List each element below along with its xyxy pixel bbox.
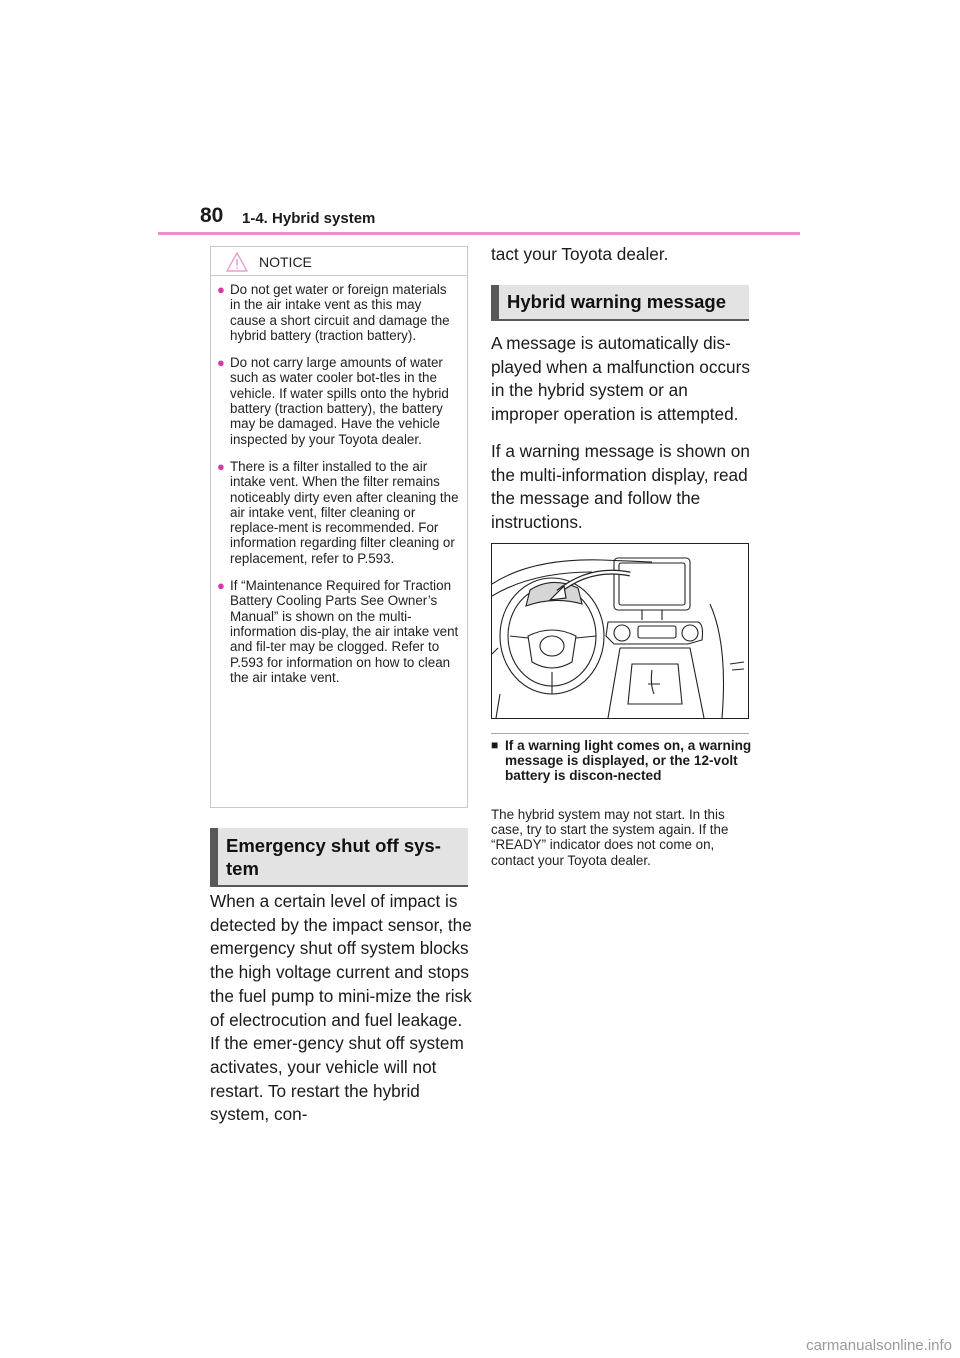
square-marker-icon: ■ <box>491 738 499 752</box>
emergency-heading: Emergency shut off sys-tem <box>210 828 468 885</box>
bullet-icon: ● <box>217 355 225 371</box>
figure-rule <box>491 733 749 734</box>
page-number: 80 <box>200 204 224 227</box>
notice-header <box>211 247 467 276</box>
emergency-text: When a certain level of impact is detected by the impact sensor, the emergency shut off system blocks the high voltage current and stops the fuel pump to mini-mize the risk of electrocution and fuel leakage. If the emer-gency shut off system activates, your vehicle will not restart. To restart the hybrid system, con- <box>210 891 472 1125</box>
emergency-text-continued: tact your Toyota dealer. <box>491 244 669 264</box>
notice-title: NOTICE <box>259 254 312 270</box>
bullet-icon: ● <box>217 282 225 297</box>
hybrid-warning-heading: Hybrid warning message <box>491 285 749 319</box>
notice-item-text: There is a filter installed to the air intake vent. When the filter remains noticeably dirty even after cleaning the air intake vent, filter cleaning or replace-ment is recommended. For information regarding filter cleaning or replacement, refer to P.593. <box>230 458 459 566</box>
notice-item-text: Do not get water or foreign materials in the air intake vent as this may cause a short circuit and damage the hybrid battery (traction battery). <box>230 282 450 343</box>
notice-item-text: Do not carry large amounts of water such as water cooler bot-tles in the vehicle. If water spills onto the hybrid battery (traction battery), the battery may be damaged. Have the vehicle inspected by your Toyota dealer. <box>230 355 449 447</box>
bullet-icon: ● <box>217 458 225 474</box>
hybrid-warning-paragraph-2: If a warning message is shown on the multi-information display, read the message and follow the instructions. <box>491 441 750 533</box>
warning-sub-heading <box>491 738 753 783</box>
page-header <box>200 204 800 232</box>
warning-sub-text: The hybrid system may not start. In this case, try to start the system again. If the “READY” indicator does not come on, contact your Toyota dealer. <box>491 807 729 868</box>
notice-item-text: If “Maintenance Required for Traction Battery Cooling Parts See Owner’s Manual” is shown on the multi-information dis-play, the air intake vent and fil-ter may be clogged. Refer to P.593 for information on how to clean the air intake vent. <box>230 578 459 685</box>
notice-item <box>217 282 459 343</box>
notice-item <box>217 355 459 447</box>
dashboard-drawing <box>492 544 748 718</box>
warning-sub-heading-text: If a warning light comes on, a warning message is displayed, or the 12-volt battery is discon-nected <box>505 738 752 783</box>
notice-body <box>211 276 467 685</box>
warning-triangle-icon <box>225 251 249 273</box>
section-title: 1-4. Hybrid system <box>242 210 376 227</box>
header-rule <box>158 232 800 235</box>
dashboard-illustration <box>491 543 749 719</box>
bullet-icon: ● <box>217 578 225 594</box>
hybrid-warning-paragraph-1: A message is automatically dis-played when a malfunction occurs in the hybrid system or an improper operation is attempted. <box>491 333 750 425</box>
notice-item <box>217 578 459 685</box>
notice-item <box>217 459 459 566</box>
notice-box <box>210 246 468 808</box>
site-watermark: carmanualsonline.info <box>806 1337 952 1354</box>
